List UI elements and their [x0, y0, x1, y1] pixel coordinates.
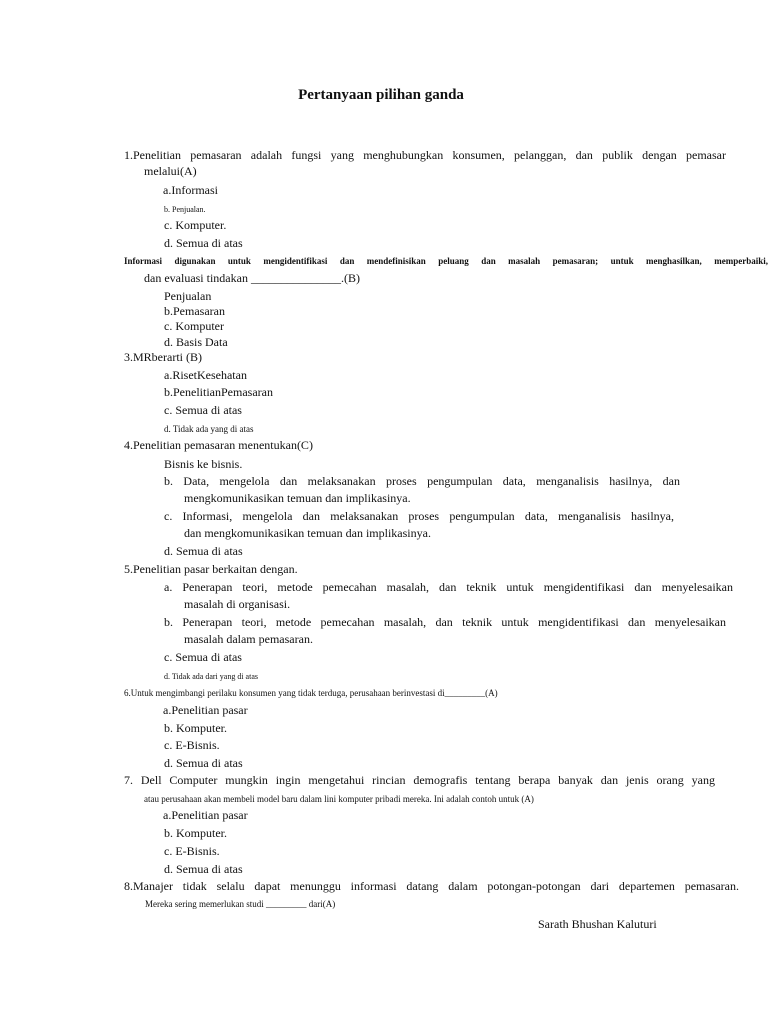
question-3-option-c: c. Semua di atas: [164, 403, 242, 417]
question-7-option-c: c. E-Bisnis.: [164, 844, 220, 858]
question-6-option-d: d. Semua di atas: [164, 756, 243, 770]
question-2-option-c: c. Komputer: [164, 319, 224, 333]
question-2-continuation: dan evaluasi tindakan _______________.(B): [144, 271, 360, 285]
question-5-option-c: c. Semua di atas: [164, 650, 242, 664]
question-8-text: 8.Manajer tidak selalu dapat menunggu informasi datang dalam potongan-potongan dari departemen pemasaran.: [124, 879, 739, 893]
question-4-text: 4.Penelitian pemasaran menentukan(C): [124, 438, 313, 452]
question-3-option-d: d. Tidak ada yang di atas: [164, 424, 254, 434]
question-3-text: 3.MRberarti (B): [124, 350, 202, 364]
question-7-option-d: d. Semua di atas: [164, 862, 243, 876]
question-6-option-a: a.Penelitian pasar: [163, 703, 248, 717]
question-6-option-c: c. E-Bisnis.: [164, 738, 220, 752]
page-title: Pertanyaan pilihan ganda: [298, 87, 464, 103]
question-2-option-d: d. Basis Data: [164, 335, 228, 349]
question-8-continuation: Mereka sering memerlukan studi _________ dari(A): [145, 899, 336, 909]
question-1-text: 1.Penelitian pemasaran adalah fungsi yang menghubungkan konsumen, pelanggan, dan publik dengan pemasar: [124, 148, 726, 162]
question-4-option-a: Bisnis ke bisnis.: [164, 457, 243, 471]
question-2-option-b: b.Pemasaran: [164, 304, 225, 318]
question-4-option-d: d. Semua di atas: [164, 544, 243, 558]
question-1-option-d: d. Semua di atas: [164, 236, 243, 250]
question-5-option-d: d. Tidak ada dari yang di atas: [164, 672, 258, 681]
question-4-option-b-continuation: mengkomunikasikan temuan dan implikasinya.: [184, 491, 411, 505]
question-7-text: 7. Dell Computer mungkin ingin mengetahui rincian demografis tentang berapa banyak dan jenis orang yang: [124, 773, 715, 787]
question-1-option-b: b. Penjualan.: [164, 205, 206, 214]
question-4-option-b: b. Data, mengelola dan melaksanakan proses pengumpulan data, menganalisis hasilnya, dan: [164, 474, 680, 488]
question-5-text: 5.Penelitian pasar berkaitan dengan.: [124, 562, 298, 576]
question-1-option-c: c. Komputer.: [164, 218, 227, 232]
question-3-option-a: a.RisetKesehatan: [164, 368, 247, 382]
question-1-continuation: melalui(A): [144, 164, 197, 178]
question-5-option-b-continuation: masalah dalam pemasaran.: [184, 632, 313, 646]
question-6-option-b: b. Komputer.: [164, 721, 227, 735]
question-5-option-b: b. Penerapan teori, metode pemecahan masalah, dan teknik untuk mengidentifikasi dan menyelesaikan: [164, 615, 726, 629]
question-1-option-a: a.Informasi: [163, 183, 218, 197]
question-2-text: Informasi digunakan untuk mengidentifikasi dan mendefinisikan peluang dan masalah pemasaran; untuk menghasilkan, memperbaiki,: [124, 256, 768, 266]
question-3-option-b: b.PenelitianPemasaran: [164, 385, 273, 399]
question-4-option-c-continuation: dan mengkomunikasikan temuan dan implikasinya.: [184, 526, 431, 540]
question-6-text: 6.Untuk mengimbangi perilaku konsumen yang tidak terduga, perusahaan berinvestasi di_________(A): [124, 688, 498, 698]
question-2-option-a: Penjualan: [164, 289, 212, 303]
question-5-option-a-continuation: masalah di organisasi.: [184, 597, 291, 611]
author-name: Sarath Bhushan Kaluturi: [538, 917, 657, 931]
question-7-option-a: a.Penelitian pasar: [163, 808, 248, 822]
question-7-continuation: atau perusahaan akan membeli model baru dalam lini komputer pribadi mereka. Ini adalah contoh untuk (A): [144, 794, 534, 804]
question-4-option-c: c. Informasi, mengelola dan melaksanakan proses pengumpulan data, menganalisis hasilnya,: [164, 509, 674, 523]
question-5-option-a: a. Penerapan teori, metode pemecahan masalah, dan teknik untuk mengidentifikasi dan menyelesaikan: [164, 580, 733, 594]
question-7-option-b: b. Komputer.: [164, 826, 227, 840]
